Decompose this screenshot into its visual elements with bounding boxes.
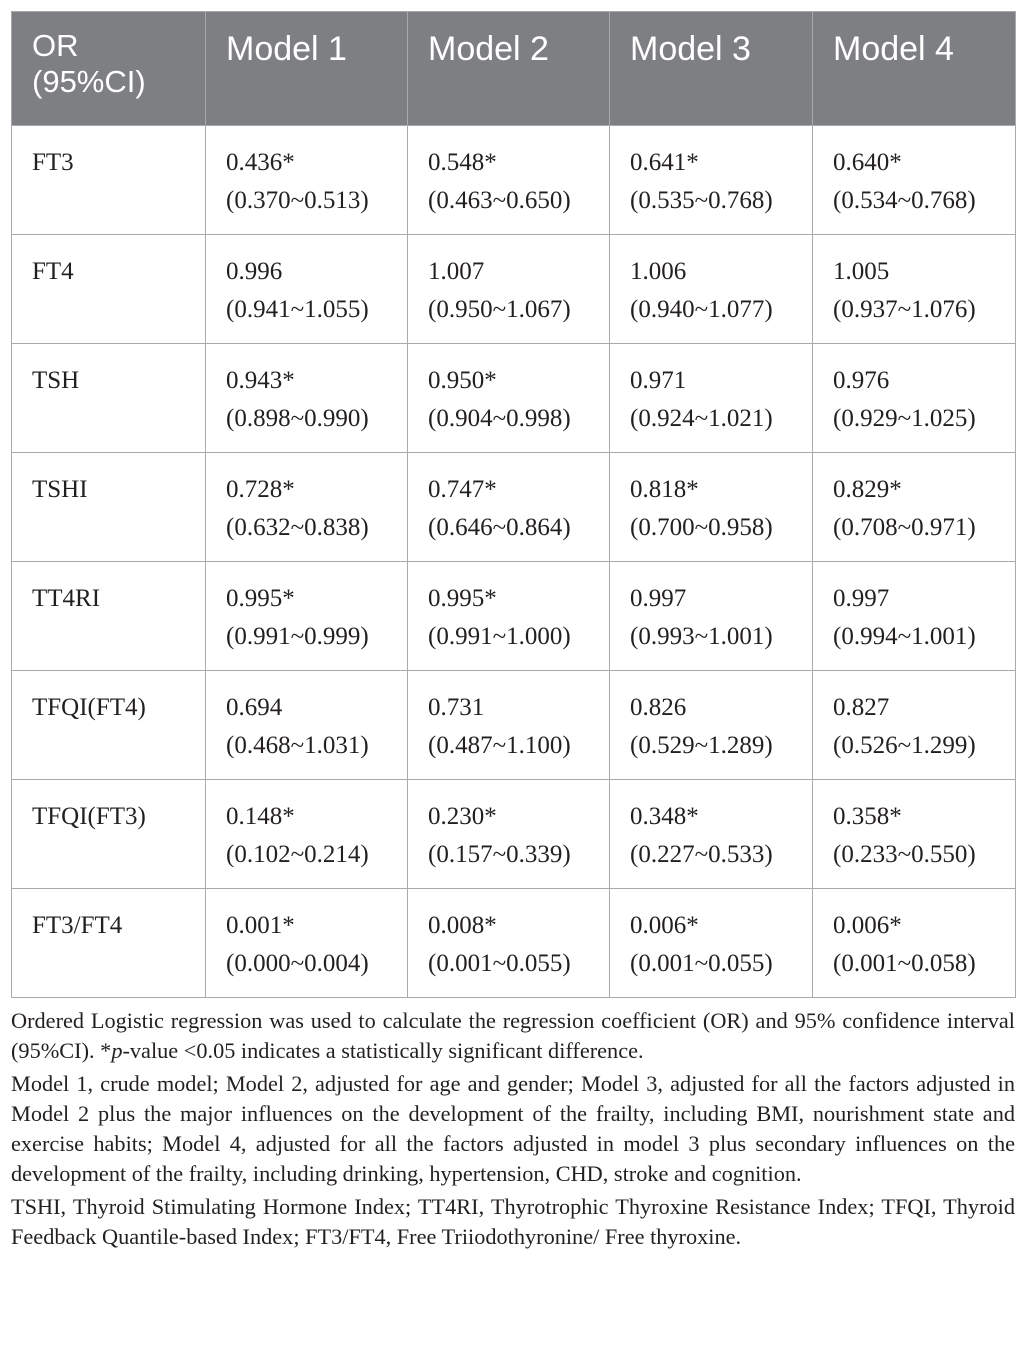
odds-ratio-value: 1.006	[630, 258, 687, 285]
table-cell	[206, 126, 408, 235]
odds-ratio-value: 0.731	[428, 694, 485, 721]
confidence-interval-value: (0.929~1.025)	[833, 405, 976, 432]
table-cell	[206, 889, 408, 998]
header-model-2: Model 2	[408, 12, 610, 126]
table-cell	[408, 453, 610, 562]
table-row	[12, 889, 1016, 998]
odds-ratio-value: 1.007	[428, 258, 485, 285]
odds-ratio-value: 0.728*	[226, 476, 295, 503]
confidence-interval-value: (0.940~1.077)	[630, 296, 773, 323]
table-cell	[408, 889, 610, 998]
odds-ratio-table	[11, 11, 1016, 998]
table-cell	[813, 671, 1016, 780]
table-cell	[610, 889, 813, 998]
footnote-models: Model 1, crude model; Model 2, adjusted for age and gender; Model 3, adjusted for all the factors adjusted in Model 2 plus the major influences on the development of the frailty, including BMI, nourishment state and exercise habits; Model 4, adjusted for all the factors adjusted in model 3 plus secondary influences on the development of the frailty, including drinking, hypertension, CHD, stroke and cognition.	[11, 1070, 1015, 1187]
confidence-interval-value: (0.233~0.550)	[833, 841, 976, 868]
odds-ratio-value: 0.001*	[226, 912, 295, 939]
table-cell	[813, 344, 1016, 453]
odds-ratio-value: 0.997	[833, 585, 890, 612]
table-container	[11, 11, 1015, 1254]
confidence-interval-value: (0.924~1.021)	[630, 405, 773, 432]
table-cell	[610, 671, 813, 780]
confidence-interval-value: (0.001~0.058)	[833, 950, 976, 977]
table-cell	[813, 235, 1016, 344]
table-row	[12, 126, 1016, 235]
odds-ratio-value: 0.971	[630, 367, 687, 394]
footnote-method: Ordered Logistic regression was used to calculate the regression coefficient (OR) and 95% confidence interval (95%CI). *p-value <0.05 indicates a statistically significant difference.	[11, 1008, 1015, 1064]
odds-ratio-value: 0.358*	[833, 803, 902, 830]
confidence-interval-value: (0.994~1.001)	[833, 623, 976, 650]
confidence-interval-value: (0.991~1.000)	[428, 623, 571, 650]
table-cell	[408, 562, 610, 671]
table-cell	[206, 780, 408, 889]
row-label: FT3/FT4	[12, 889, 206, 998]
table-row	[12, 235, 1016, 344]
table-cell	[408, 780, 610, 889]
odds-ratio-value: 0.436*	[226, 149, 295, 176]
odds-ratio-value: 0.950*	[428, 367, 497, 394]
row-label: TT4RI	[12, 562, 206, 671]
confidence-interval-value: (0.535~0.768)	[630, 187, 773, 214]
confidence-interval-value: (0.102~0.214)	[226, 841, 369, 868]
odds-ratio-value: 0.995*	[428, 585, 497, 612]
odds-ratio-value: 0.694	[226, 694, 283, 721]
confidence-interval-value: (0.700~0.958)	[630, 514, 773, 541]
odds-ratio-value: 0.818*	[630, 476, 699, 503]
table-cell	[206, 344, 408, 453]
table-cell	[610, 562, 813, 671]
table-cell	[206, 562, 408, 671]
odds-ratio-value: 0.976	[833, 367, 890, 394]
confidence-interval-value: (0.487~1.100)	[428, 732, 571, 759]
table-row	[12, 453, 1016, 562]
odds-ratio-value: 0.827	[833, 694, 890, 721]
confidence-interval-value: (0.937~1.076)	[833, 296, 976, 323]
confidence-interval-value: (0.001~0.055)	[630, 950, 773, 977]
odds-ratio-value: 0.148*	[226, 803, 295, 830]
odds-ratio-value: 0.997	[630, 585, 687, 612]
odds-ratio-value: 0.996	[226, 258, 283, 285]
row-label: FT4	[12, 235, 206, 344]
table-cell	[610, 344, 813, 453]
table-cell	[813, 453, 1016, 562]
confidence-interval-value: (0.227~0.533)	[630, 841, 773, 868]
table-cell	[408, 344, 610, 453]
confidence-interval-value: (0.001~0.055)	[428, 950, 571, 977]
confidence-interval-value: (0.904~0.998)	[428, 405, 571, 432]
odds-ratio-value: 0.348*	[630, 803, 699, 830]
odds-ratio-value: 0.640*	[833, 149, 902, 176]
table-cell	[610, 453, 813, 562]
confidence-interval-value: (0.941~1.055)	[226, 296, 369, 323]
table-cell	[206, 671, 408, 780]
footnote-abbreviations: TSHI, Thyroid Stimulating Hormone Index; TT4RI, Thyrotrophic Thyroxine Resistance Index; TFQI, Thyroid Feedback Quantile-based Index; FT3/FT4, Free Triiodothyronine/ Free thyroxine.	[11, 1193, 1015, 1250]
table-cell	[813, 126, 1016, 235]
confidence-interval-value: (0.526~1.299)	[833, 732, 976, 759]
table-row	[12, 780, 1016, 889]
row-label: TSHI	[12, 453, 206, 562]
confidence-interval-value: (0.463~0.650)	[428, 187, 571, 214]
table-cell	[610, 780, 813, 889]
table-cell	[610, 235, 813, 344]
confidence-interval-value: (0.708~0.971)	[833, 514, 976, 541]
table-row	[12, 562, 1016, 671]
header-model-4: Model 4	[813, 12, 1016, 126]
table-cell	[408, 235, 610, 344]
table-body	[12, 126, 1016, 998]
odds-ratio-value: 0.747*	[428, 476, 497, 503]
header-or-line: OR	[32, 28, 79, 63]
odds-ratio-value: 0.006*	[833, 912, 902, 939]
table-cell	[813, 562, 1016, 671]
table-cell	[408, 671, 610, 780]
header-or-95ci	[12, 12, 206, 126]
table-cell	[408, 126, 610, 235]
odds-ratio-value: 0.943*	[226, 367, 295, 394]
row-label: TSH	[12, 344, 206, 453]
header-model-1: Model 1	[206, 12, 408, 126]
odds-ratio-value: 0.006*	[630, 912, 699, 939]
confidence-interval-value: (0.157~0.339)	[428, 841, 571, 868]
table-cell	[610, 126, 813, 235]
confidence-interval-value: (0.950~1.067)	[428, 296, 571, 323]
odds-ratio-value: 1.005	[833, 258, 890, 285]
row-label: TFQI(FT4)	[12, 671, 206, 780]
table-header-row	[12, 12, 1016, 126]
header-model-3: Model 3	[610, 12, 813, 126]
confidence-interval-value: (0.534~0.768)	[833, 187, 976, 214]
confidence-interval-value: (0.468~1.031)	[226, 732, 369, 759]
table-footnotes	[11, 1006, 1015, 1252]
table-cell	[813, 889, 1016, 998]
confidence-interval-value: (0.632~0.838)	[226, 514, 369, 541]
header-or-line: (95%CI)	[32, 64, 146, 99]
table-cell	[813, 780, 1016, 889]
odds-ratio-value: 0.826	[630, 694, 687, 721]
table-row	[12, 671, 1016, 780]
odds-ratio-value: 0.548*	[428, 149, 497, 176]
confidence-interval-value: (0.000~0.004)	[226, 950, 369, 977]
confidence-interval-value: (0.529~1.289)	[630, 732, 773, 759]
table-row	[12, 344, 1016, 453]
odds-ratio-value: 0.008*	[428, 912, 497, 939]
row-label: FT3	[12, 126, 206, 235]
confidence-interval-value: (0.646~0.864)	[428, 514, 571, 541]
table-cell	[206, 453, 408, 562]
odds-ratio-value: 0.995*	[226, 585, 295, 612]
table-cell	[206, 235, 408, 344]
odds-ratio-value: 0.230*	[428, 803, 497, 830]
confidence-interval-value: (0.370~0.513)	[226, 187, 369, 214]
row-label: TFQI(FT3)	[12, 780, 206, 889]
confidence-interval-value: (0.993~1.001)	[630, 623, 773, 650]
confidence-interval-value: (0.898~0.990)	[226, 405, 369, 432]
odds-ratio-value: 0.829*	[833, 476, 902, 503]
odds-ratio-value: 0.641*	[630, 149, 699, 176]
confidence-interval-value: (0.991~0.999)	[226, 623, 369, 650]
